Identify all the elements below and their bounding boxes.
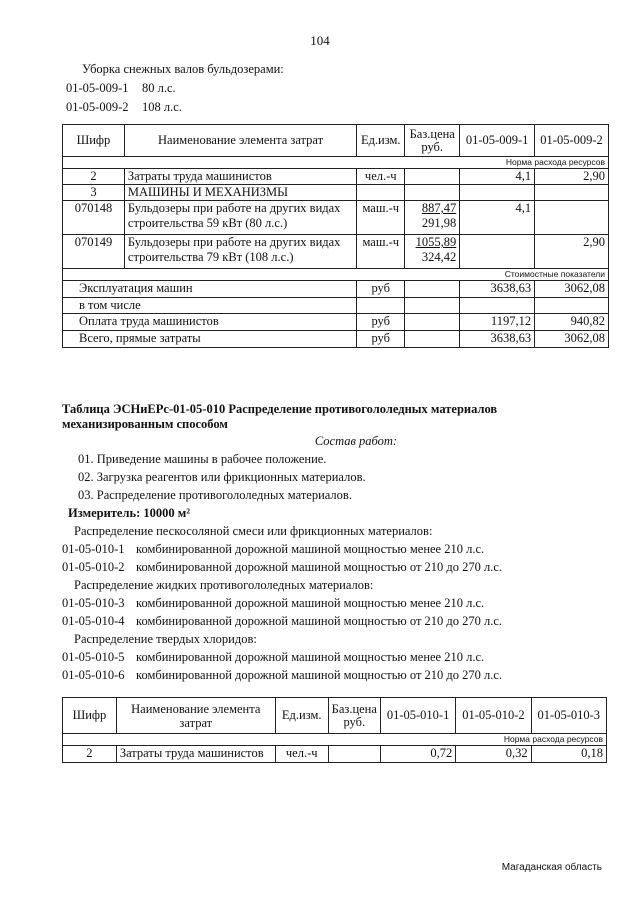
cost-unit: руб: [357, 314, 405, 331]
header-name: Наименование элемента затрат: [116, 698, 275, 734]
row-name: [124, 201, 356, 235]
group-item: [62, 558, 610, 576]
section-title-line: механизированным способом: [62, 417, 228, 431]
cost-row: [63, 314, 609, 331]
row-value-2: 2,90: [535, 169, 609, 185]
item-text: комбинированной дорожной машиной мощностью от 210 до 270 л.с.: [136, 560, 503, 574]
cost-value-1: [460, 298, 535, 314]
resource-table-010: [62, 697, 607, 763]
item-code: 01-05-010-6: [62, 668, 125, 682]
intro-item-code: 01-05-009-1: [66, 81, 129, 95]
row-code: 070149: [63, 235, 125, 269]
header-col1: 01-05-010-1: [380, 698, 455, 734]
meter: Измеритель: 10000 м²: [68, 506, 191, 520]
header-name: Наименование элемента затрат: [124, 125, 356, 157]
group-head: Распределение твердых хлоридов:: [74, 632, 257, 646]
row-code: 3: [63, 185, 125, 201]
item-text: комбинированной дорожной машиной мощностью от 210 до 270 л.с.: [136, 614, 503, 628]
item-code: 01-05-010-1: [62, 542, 125, 556]
price-total: 887,47: [421, 201, 457, 215]
row-price: [405, 185, 460, 201]
row-value-2: [535, 185, 609, 201]
footer-region: Магаданская область: [501, 862, 602, 873]
item-text: комбинированной дорожной машиной мощностью менее 210 л.с.: [136, 596, 485, 610]
table-row: [63, 201, 609, 235]
header-code: Шифр: [63, 698, 117, 734]
row-price: [405, 235, 460, 269]
resource-table-009: [62, 124, 609, 348]
norm-label: Норма расхода ресурсов: [63, 734, 607, 746]
page-number: 104: [310, 33, 330, 48]
cost-unit: [357, 298, 405, 314]
header-col3: 01-05-010-3: [531, 698, 606, 734]
cost-value-2: [535, 298, 609, 314]
price-wages: 324,42: [421, 250, 457, 264]
item-code: 01-05-010-2: [62, 560, 125, 574]
norm-label: Норма расхода ресурсов: [63, 157, 609, 169]
row-value-1: 0,72: [380, 746, 455, 763]
item-text: комбинированной дорожной машиной мощностью от 210 до 270 л.с.: [136, 668, 503, 682]
section-head-row: [63, 185, 609, 201]
row-name: МАШИНЫ И МЕХАНИЗМЫ: [124, 185, 356, 201]
cost-name: Оплата труда машинистов: [63, 314, 357, 331]
cost-price: [405, 314, 460, 331]
table-row: [63, 169, 609, 185]
row-value-2: [535, 201, 609, 235]
cost-value-1: 3638,63: [460, 331, 535, 348]
row-code: 2: [63, 169, 125, 185]
intro-item: [66, 98, 606, 117]
row-unit: чел.-ч: [275, 746, 328, 763]
table-row: [63, 235, 609, 269]
row-unit: маш.-ч: [357, 235, 405, 269]
price-wages: 291,98: [421, 216, 457, 230]
cost-price: [405, 281, 460, 298]
group-item: [62, 666, 610, 684]
group-head: Распределение пескосоляной смеси или фрикционных материалов:: [74, 524, 433, 538]
row-value-2: 2,90: [535, 235, 609, 269]
row-value-2: 0,32: [456, 746, 531, 763]
table-header-row: [63, 125, 609, 157]
group-item: [62, 594, 610, 612]
price-total: 1055,89: [415, 235, 457, 249]
cost-price: [405, 331, 460, 348]
row-name-line: строительства 59 кВт (80 л.с.): [127, 216, 288, 230]
row-price: [328, 746, 380, 763]
row-price: [405, 169, 460, 185]
row-value-1: 4,1: [460, 201, 535, 235]
table-row: [63, 746, 607, 763]
composition-head: Состав работ:: [314, 434, 398, 448]
row-name: Затраты труда машинистов: [124, 169, 356, 185]
cost-value-1: 1197,12: [460, 314, 535, 331]
group-head: Распределение жидких противогололедных материалов:: [74, 578, 374, 592]
row-name: [124, 235, 356, 269]
header-unit: Ед.изм.: [275, 698, 328, 734]
cost-row: [63, 281, 609, 298]
cost-unit: руб: [357, 281, 405, 298]
row-unit: чел.-ч: [357, 169, 405, 185]
row-name: Затраты труда машинистов: [116, 746, 275, 763]
header-col2: 01-05-010-2: [456, 698, 531, 734]
cost-row: [63, 298, 609, 314]
group-item: [62, 648, 610, 666]
row-name-line: строительства 79 кВт (108 л.с.): [127, 250, 294, 264]
row-name-line: Бульдозеры при работе на других видах: [127, 235, 341, 249]
cost-value-2: 3062,08: [535, 331, 609, 348]
item-code: 01-05-010-3: [62, 596, 125, 610]
row-name-line: Бульдозеры при работе на других видах: [127, 201, 341, 215]
header-price: Баз.цена руб.: [405, 125, 460, 157]
row-code: 2: [63, 746, 117, 763]
header-code: Шифр: [63, 125, 125, 157]
section-title-line: Таблица ЭСНиЕРс-01-05-010 Распределение противогололедных материалов: [62, 402, 498, 416]
item-code: 01-05-010-5: [62, 650, 125, 664]
section-title: [62, 402, 610, 432]
cost-label: Стоимостные показатели: [63, 269, 609, 281]
cost-value-1: 3638,63: [460, 281, 535, 298]
work-step: 01. Приведение машины в рабочее положение.: [78, 452, 327, 466]
row-value-1: [460, 235, 535, 269]
cost-name: Эксплуатация машин: [63, 281, 357, 298]
row-value-1: 4,1: [460, 169, 535, 185]
intro-item-text: 108 л.с.: [142, 100, 182, 114]
work-composition: [62, 432, 610, 684]
header-unit: Ед.изм.: [357, 125, 405, 157]
cost-name: в том числе: [63, 298, 357, 314]
work-step: 02. Загрузка реагентов или фрикционных материалов.: [78, 470, 366, 484]
intro-item-text: 80 л.с.: [142, 81, 176, 95]
item-text: комбинированной дорожной машиной мощностью менее 210 л.с.: [136, 650, 485, 664]
header-col1: 01-05-009-1: [460, 125, 535, 157]
cost-value-2: 3062,08: [535, 281, 609, 298]
norm-label-row: [63, 157, 609, 169]
cost-label-row: [63, 269, 609, 281]
table-header-row: [63, 698, 607, 734]
header-col2: 01-05-009-2: [535, 125, 609, 157]
item-code: 01-05-010-4: [62, 614, 125, 628]
cost-value-2: 940,82: [535, 314, 609, 331]
group-item: [62, 612, 610, 630]
intro-title: Уборка снежных валов бульдозерами:: [82, 62, 284, 76]
cost-name: Всего, прямые затраты: [63, 331, 357, 348]
row-value-1: [460, 185, 535, 201]
intro-block: [66, 60, 606, 117]
cost-unit: руб: [357, 331, 405, 348]
intro-item-code: 01-05-009-2: [66, 100, 129, 114]
row-unit: [357, 185, 405, 201]
cost-price: [405, 298, 460, 314]
row-unit: маш.-ч: [357, 201, 405, 235]
item-text: комбинированной дорожной машиной мощностью менее 210 л.с.: [136, 542, 485, 556]
header-price: Баз.цена руб.: [328, 698, 380, 734]
row-price: [405, 201, 460, 235]
norm-label-row: [63, 734, 607, 746]
group-item: [62, 540, 610, 558]
row-value-3: 0,18: [531, 746, 606, 763]
intro-item: [66, 79, 606, 98]
cost-row: [63, 331, 609, 348]
row-code: 070148: [63, 201, 125, 235]
work-step: 03. Распределение противогололедных материалов.: [78, 488, 352, 502]
